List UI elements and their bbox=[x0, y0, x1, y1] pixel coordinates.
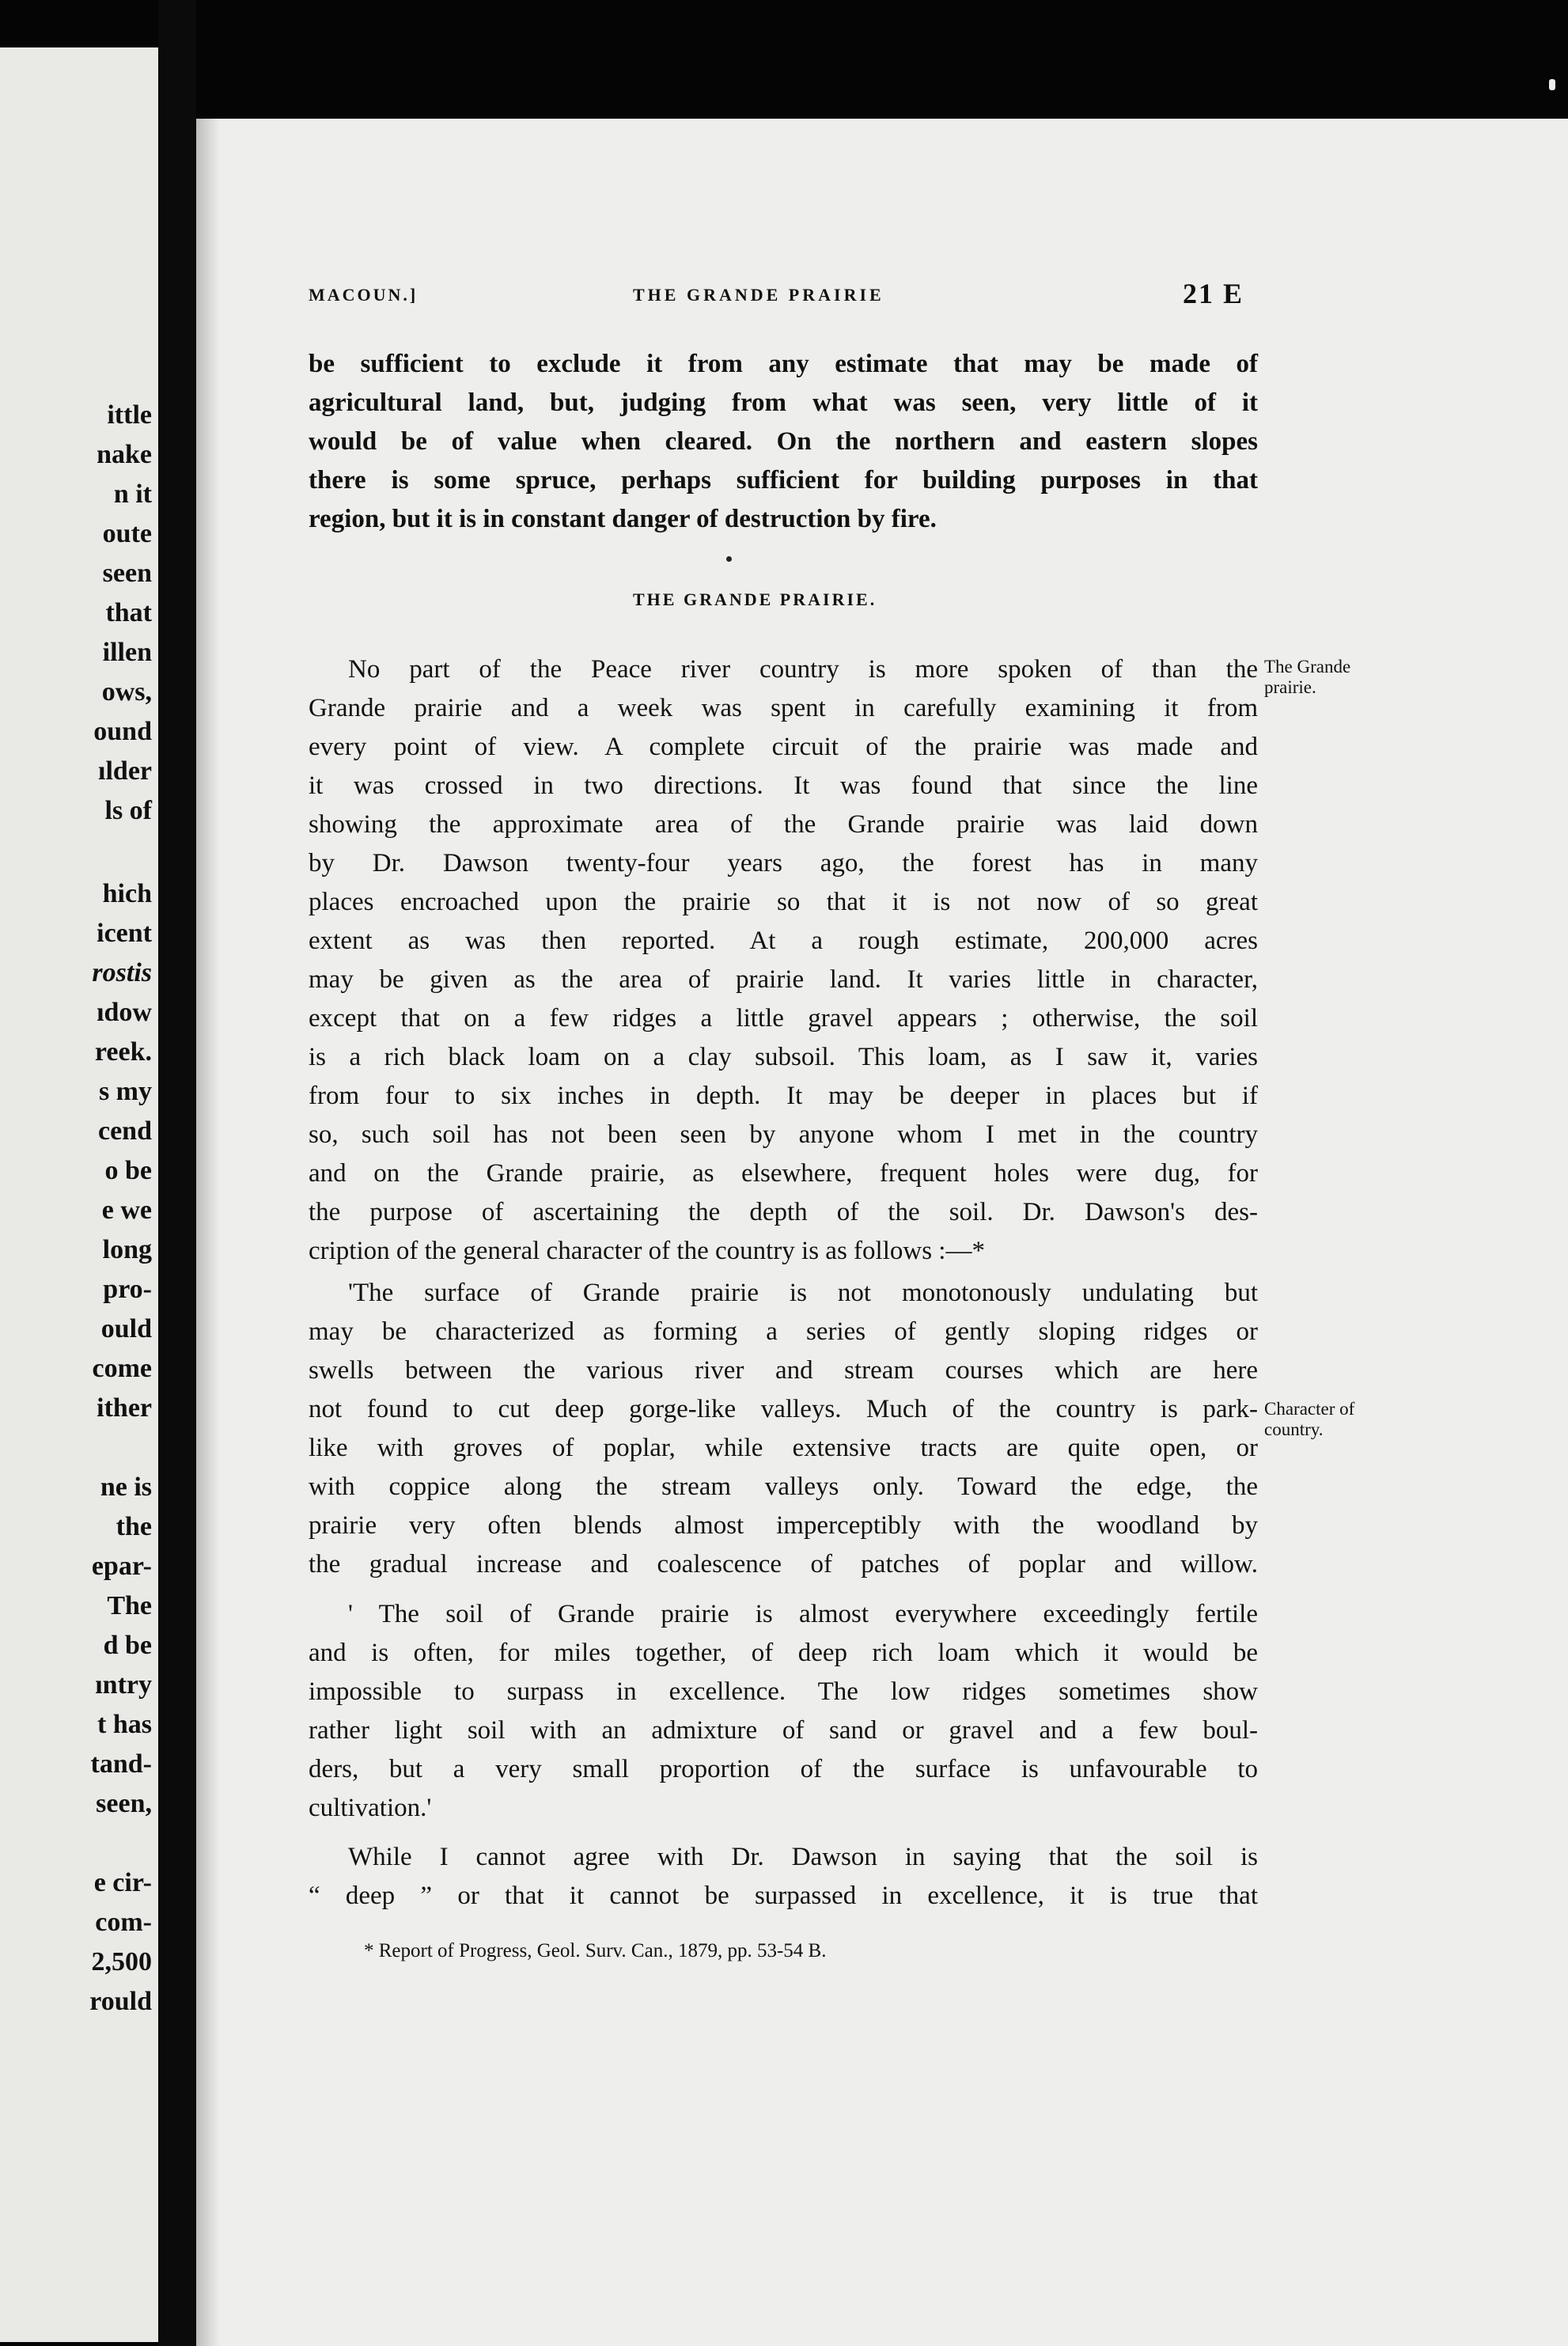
text-line: cription of the general character of the country is as follows :—* bbox=[309, 1237, 985, 1265]
facing-page-text-fragment: ıdow bbox=[97, 998, 152, 1027]
margin-note-grande-prairie-line-2: prairie. bbox=[1264, 677, 1316, 697]
text-line: is a rich black loam on a clay subsoil. This loam, as I saw it, varies bbox=[309, 1043, 1258, 1071]
facing-page-text-fragment: ither bbox=[97, 1393, 152, 1423]
facing-page-fragment bbox=[0, 47, 158, 2342]
margin-note-character-line-2: country. bbox=[1264, 1419, 1324, 1439]
facing-page-text-fragment: d be bbox=[103, 1631, 152, 1660]
page-number: 21 E bbox=[1183, 278, 1244, 309]
text-line: not found to cut deep gorge-like valleys. Much of the country is park- bbox=[309, 1395, 1258, 1423]
text-line: like with groves of poplar, while extensive tracts are quite open, or bbox=[309, 1434, 1258, 1462]
text-line: ders, but a very small proportion of the surface is unfavourable to bbox=[309, 1755, 1258, 1783]
book-gutter bbox=[158, 0, 196, 2346]
facing-page-text-fragment: ould bbox=[100, 1314, 152, 1344]
facing-page-text-fragment: that bbox=[105, 598, 152, 627]
text-line: While I cannot agree with Dr. Dawson in saying that the soil is bbox=[348, 1843, 1258, 1871]
text-line: with coppice along the stream valleys only. Toward the edge, the bbox=[309, 1472, 1258, 1501]
footnote: * Report of Progress, Geol. Surv. Can., 1879, pp. 53-54 B. bbox=[364, 1940, 827, 1961]
text-line: extent as was then reported. At a rough estimate, 200,000 acres bbox=[309, 927, 1258, 955]
text-line: ' The soil of Grande prairie is almost everywhere exceedingly fertile bbox=[348, 1600, 1258, 1628]
text-line: every point of view. A complete circuit of the prairie was made and bbox=[309, 733, 1258, 761]
facing-page-text-fragment: come bbox=[92, 1354, 152, 1383]
running-header-author: MACOUN.] bbox=[309, 285, 419, 305]
facing-page-text-fragment: e we bbox=[101, 1196, 152, 1225]
facing-page-text-fragment: ls of bbox=[104, 796, 152, 825]
facing-page-text-fragment: 2,500 bbox=[91, 1947, 152, 1976]
text-line: 'The surface of Grande prairie is not monotonously undulating but bbox=[348, 1279, 1258, 1307]
facing-page-text-fragment: e cir- bbox=[93, 1868, 152, 1897]
text-line: and is often, for miles together, of deep rich loam which it would be bbox=[309, 1639, 1258, 1667]
text-line: may be characterized as forming a series of gently sloping ridges or bbox=[309, 1317, 1258, 1346]
facing-page-text-fragment: ows, bbox=[101, 677, 152, 707]
text-line: cultivation.' bbox=[309, 1794, 432, 1822]
text-line: and on the Grande prairie, as elsewhere, frequent holes were dug, for bbox=[309, 1159, 1258, 1188]
text-line: the gradual increase and coalescence of patches of poplar and willow. bbox=[309, 1550, 1258, 1579]
facing-page-text-fragment: cend bbox=[98, 1116, 152, 1146]
text-line: except that on a few ridges a little gravel appears ; otherwise, the soil bbox=[309, 1004, 1258, 1033]
running-header-title: THE GRANDE PRAIRIE bbox=[633, 285, 884, 305]
facing-page-text-fragment: tand- bbox=[90, 1749, 152, 1779]
text-line: impossible to surpass in excellence. The low ridges sometimes show bbox=[309, 1677, 1258, 1706]
facing-page-text-fragment: ıntry bbox=[95, 1670, 152, 1700]
facing-page-text-fragment: n it bbox=[113, 479, 152, 509]
text-line: prairie very often blends almost imperceptibly with the woodland by bbox=[309, 1511, 1258, 1540]
facing-page-text-fragment: com- bbox=[95, 1908, 152, 1937]
facing-page-text-fragment: pro- bbox=[103, 1275, 152, 1304]
facing-page-text-fragment: s my bbox=[98, 1077, 152, 1106]
text-line: “ deep ” or that it cannot be surpassed in excellence, it is true that bbox=[309, 1882, 1258, 1910]
text-line: swells between the various river and stream courses which are here bbox=[309, 1356, 1258, 1385]
text-line: there is some spruce, perhaps sufficient for building purposes in that bbox=[309, 466, 1258, 495]
facing-page-text-fragment: ittle bbox=[107, 400, 152, 430]
text-line: may be given as the area of prairie land. It varies little in character, bbox=[309, 965, 1258, 994]
text-line: rather light soil with an admixture of sand or gravel and a few boul- bbox=[309, 1716, 1258, 1745]
facing-page-text-fragment: illen bbox=[102, 638, 152, 667]
facing-page-text-fragment: the bbox=[116, 1512, 152, 1541]
scan-corner-mark bbox=[1549, 79, 1555, 90]
text-line: region, but it is in constant danger of destruction by fire. bbox=[309, 505, 937, 533]
ink-dot bbox=[726, 556, 732, 562]
text-line: Grande prairie and a week was spent in carefully examining it from bbox=[309, 694, 1258, 722]
text-line: places encroached upon the prairie so that it is not now of so great bbox=[309, 888, 1258, 916]
text-line: by Dr. Dawson twenty-four years ago, the forest has in many bbox=[309, 849, 1258, 877]
text-line: so, such soil has not been seen by anyone whom I met in the country bbox=[309, 1120, 1258, 1149]
facing-page-text-fragment: ound bbox=[93, 717, 152, 746]
facing-page-text-fragment: nake bbox=[97, 440, 152, 469]
facing-page-text-fragment: o be bbox=[104, 1156, 152, 1185]
text-line: from four to six inches in depth. It may be deeper in places but if bbox=[309, 1082, 1258, 1110]
text-line: No part of the Peace river country is more spoken of than the bbox=[348, 655, 1258, 684]
facing-page-text-fragment: hich bbox=[102, 879, 152, 908]
facing-page-text-fragment: t has bbox=[97, 1710, 152, 1739]
facing-page-text-fragment: oute bbox=[102, 519, 152, 548]
text-line: would be of value when cleared. On the northern and eastern slopes bbox=[309, 427, 1258, 456]
facing-page-text-fragment: ılder bbox=[98, 756, 152, 786]
text-line: it was crossed in two directions. It was found that since the line bbox=[309, 771, 1258, 800]
facing-page-text-fragment: icent bbox=[97, 919, 152, 948]
text-line: the purpose of ascertaining the depth of the soil. Dr. Dawson's des- bbox=[309, 1198, 1258, 1226]
facing-page-text-fragment: ne is bbox=[100, 1472, 152, 1502]
margin-note-character-line-1: Character of bbox=[1264, 1399, 1355, 1419]
facing-page-text-fragment: rould bbox=[89, 1987, 152, 2016]
facing-page-text-fragment: seen bbox=[102, 559, 152, 588]
facing-page-text-fragment: reek. bbox=[94, 1037, 152, 1067]
text-line: be sufficient to exclude it from any estimate that may be made of bbox=[309, 350, 1258, 378]
facing-page-text-fragment: long bbox=[102, 1235, 152, 1264]
facing-page-text-fragment: rostis bbox=[92, 958, 152, 987]
page-edge-shadow bbox=[196, 119, 220, 2346]
section-heading: THE GRANDE PRAIRIE. bbox=[633, 589, 877, 609]
facing-page-text-fragment: The bbox=[107, 1591, 152, 1620]
facing-page-text-fragment: epar- bbox=[91, 1552, 152, 1581]
facing-page-text-fragment: seen, bbox=[96, 1789, 152, 1818]
margin-note-grande-prairie-line-1: The Grande bbox=[1264, 657, 1351, 677]
text-line: showing the approximate area of the Grande prairie was laid down bbox=[309, 810, 1258, 839]
text-line: agricultural land, but, judging from what was seen, very little of it bbox=[309, 388, 1258, 417]
